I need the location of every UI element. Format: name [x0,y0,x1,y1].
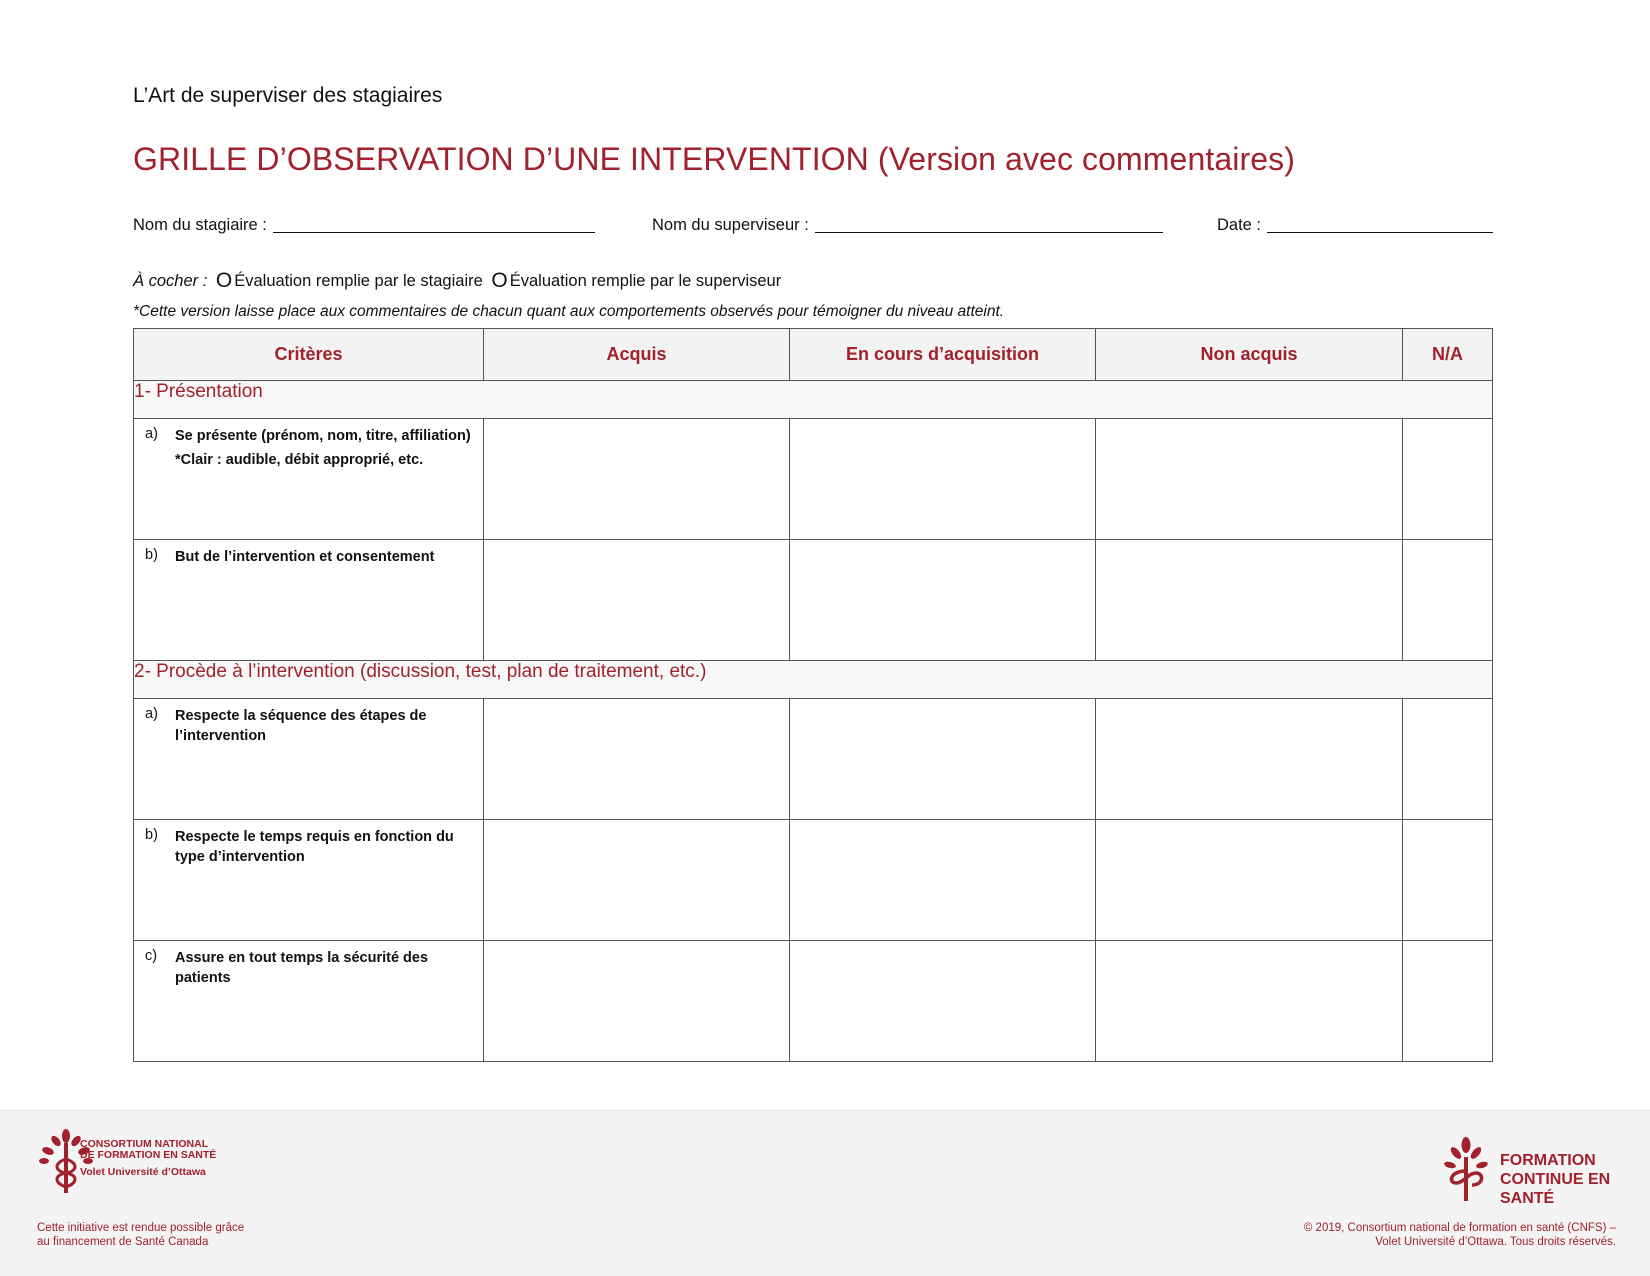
trainee-name-field [133,216,595,235]
criterion-letter: a) [145,426,158,442]
criterion-cell [134,699,484,820]
na-cell[interactable] [1403,540,1493,661]
header-in-progress: En cours d’acquisition [790,329,1096,381]
acquired-comment-cell[interactable] [484,540,790,661]
supervisor-name-label: Nom du superviseur : [652,216,809,234]
formation-continue-name: FORMATION CONTINUE EN SANTÉ [1500,1152,1611,1207]
funding-note: Cette initiative est rendue possible grâce au financement de Santé Canada [37,1222,245,1248]
criterion-letter: c) [145,948,158,964]
not-acquired-comment-cell[interactable] [1096,540,1403,661]
criterion-row [134,820,1493,941]
trainee-evaluation-label: Évaluation remplie par le stagiaire [234,272,483,290]
supervisor-name-input[interactable] [815,216,1163,233]
section-title: 2- Procède à l’intervention (discussion, test, plan de traitement, etc.) [134,661,1493,699]
criterion-subtext: *Clair : audible, débit approprié, etc. [175,452,424,468]
trainee-name-label: Nom du stagiaire : [133,216,267,234]
acquired-comment-cell[interactable] [484,820,790,941]
criterion-text: Respecte le temps requis en fonction du type d’intervention [175,829,454,865]
na-cell[interactable] [1403,699,1493,820]
in-progress-comment-cell[interactable] [790,820,1096,941]
not-acquired-comment-cell[interactable] [1096,419,1403,540]
supervisor-evaluation-label: Évaluation remplie par le superviseur [509,272,782,290]
trainee-evaluation-radio[interactable]: O [215,269,233,292]
in-progress-comment-cell[interactable] [790,540,1096,661]
in-progress-comment-cell[interactable] [790,699,1096,820]
not-acquired-comment-cell[interactable] [1096,941,1403,1062]
date-label: Date : [1217,216,1262,234]
header-criteria: Critères [134,329,484,381]
cnfs-name: CONSORTIUM NATIONAL DE FORMATION EN SANTÉ [80,1138,217,1161]
criterion-letter: b) [145,827,158,843]
supervisor-name-field [652,216,1163,235]
criterion-cell [134,820,484,941]
trainee-name-input[interactable] [273,216,595,233]
date-input[interactable] [1267,216,1493,233]
cnfs-volet: Volet Université d’Ottawa [80,1166,206,1178]
criterion-letter: a) [145,706,158,722]
criterion-row [134,419,1493,540]
not-acquired-comment-cell[interactable] [1096,820,1403,941]
copyright: © 2019, Consortium national de formation en santé (CNFS) – Volet Université d’Ottawa. Tous droits réservés. [1303,1222,1616,1248]
criterion-cell [134,941,484,1062]
section-title: 1- Présentation [134,381,1493,419]
course-title: L’Art de superviser des stagiaires [133,84,443,107]
footer [0,1110,1650,1276]
criterion-row [134,699,1493,820]
checkbox-lead: À cocher : [133,272,208,290]
date-field [1217,216,1493,235]
criterion-cell [134,540,484,661]
header-acquired: Acquis [484,329,790,381]
formation-continue-logo-icon [1442,1137,1490,1203]
criterion-letter: b) [145,547,158,563]
criterion-text: But de l’intervention et consentement [175,549,435,565]
in-progress-comment-cell[interactable] [790,419,1096,540]
criterion-text: Respecte la séquence des étapes de l’intervention [175,708,427,744]
header-row [134,329,1493,381]
header-not-acquired: Non acquis [1096,329,1403,381]
observation-grid [133,328,1493,1062]
acquired-comment-cell[interactable] [484,699,790,820]
na-cell[interactable] [1403,941,1493,1062]
criterion-text: Se présente (prénom, nom, titre, affiliation) [175,428,471,444]
supervisor-evaluation-radio[interactable]: O [491,269,508,292]
na-cell[interactable] [1403,820,1493,941]
evaluation-type-selector [133,269,781,293]
criterion-cell [134,419,484,540]
not-acquired-comment-cell[interactable] [1096,699,1403,820]
na-cell[interactable] [1403,419,1493,540]
instruction-note: *Cette version laisse place aux commentaires de chacun quant aux comportements observés pour témoigner du niveau atteint. [133,303,1005,320]
section-row [134,661,1493,699]
acquired-comment-cell[interactable] [484,941,790,1062]
criterion-text: Assure en tout temps la sécurité des patients [175,950,429,986]
header-na: N/A [1403,329,1493,381]
criterion-row [134,941,1493,1062]
acquired-comment-cell[interactable] [484,419,790,540]
page-title: GRILLE D’OBSERVATION D’UNE INTERVENTION (Version avec commentaires) [133,141,1295,177]
in-progress-comment-cell[interactable] [790,941,1096,1062]
section-row [134,381,1493,419]
criterion-row [134,540,1493,661]
